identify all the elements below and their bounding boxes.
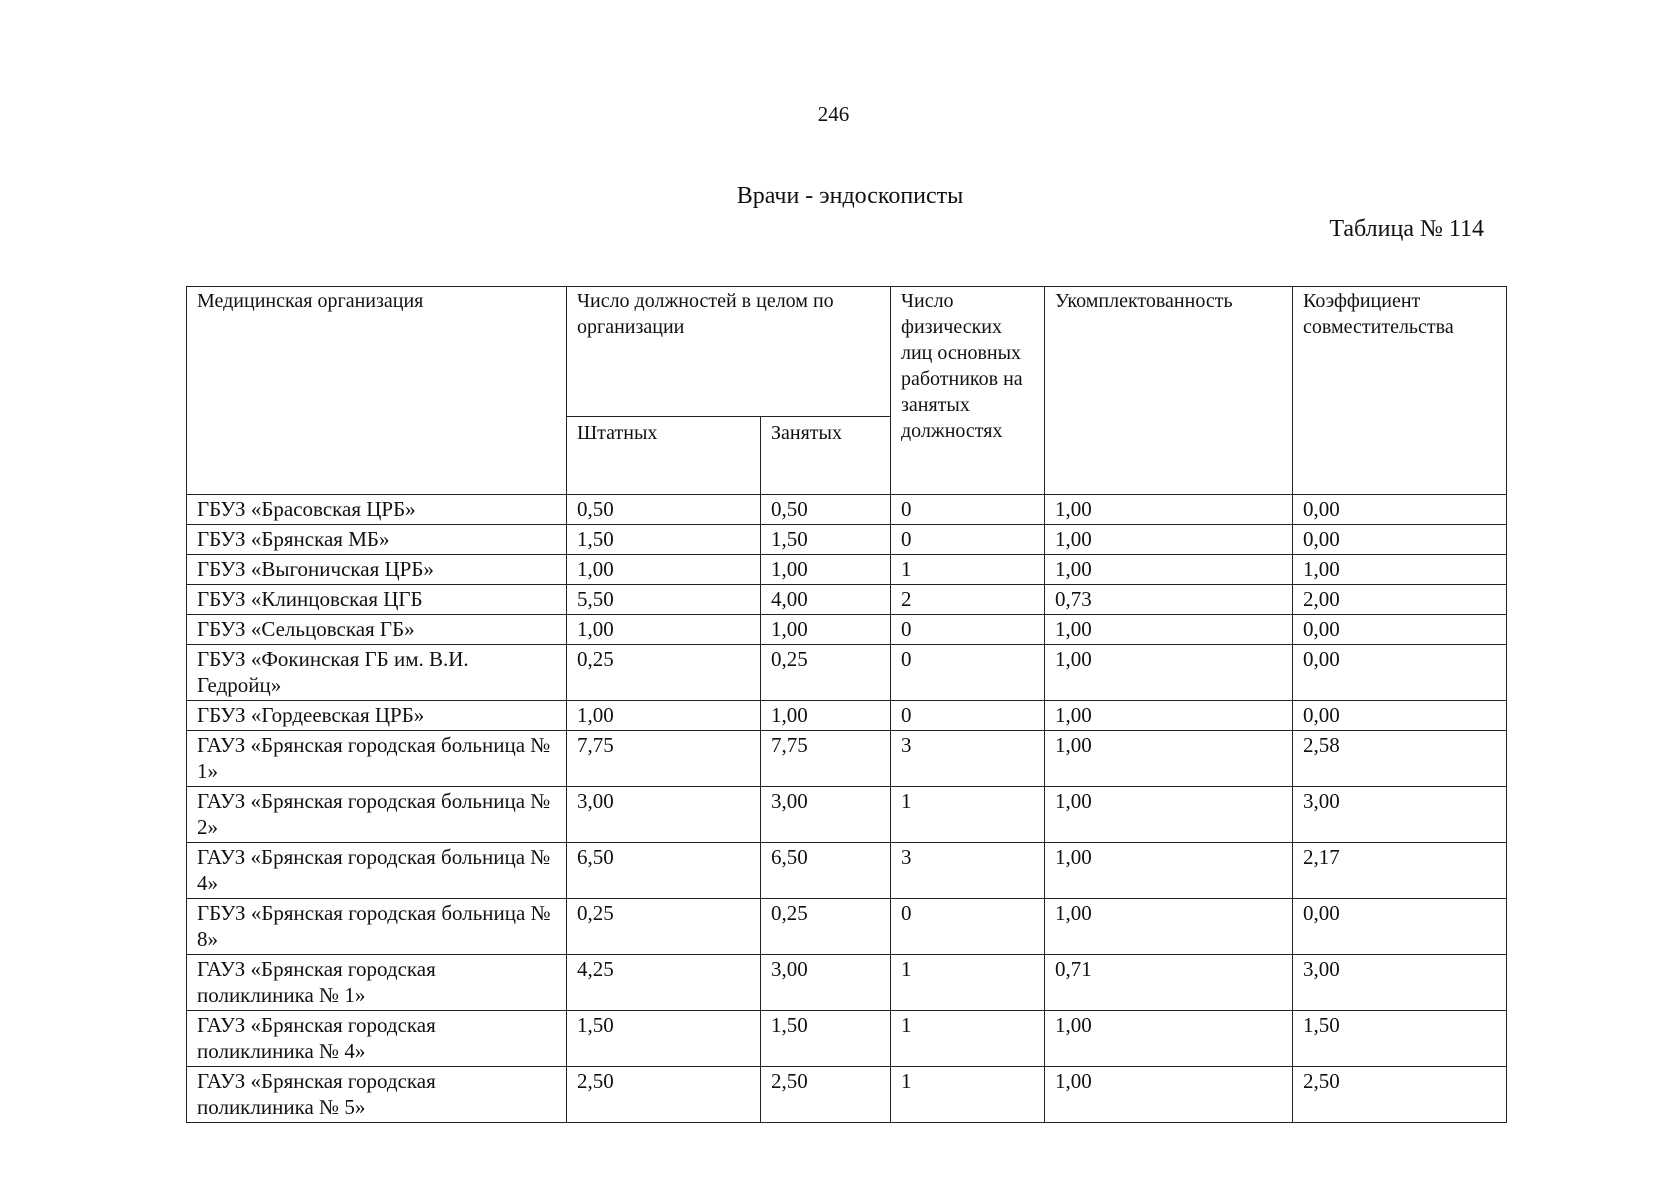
- header-occupied: Занятых: [761, 417, 891, 495]
- table-row: [187, 731, 1507, 787]
- cell-staffing: 1,00: [1045, 731, 1293, 787]
- cell-staff: 2,50: [567, 1067, 761, 1123]
- cell-organization: ГАУЗ «Брянская городская поликлиника № 4»: [187, 1011, 567, 1067]
- table-row: [187, 615, 1507, 645]
- cell-organization: ГБУЗ «Брянская городская больница № 8»: [187, 899, 567, 955]
- staffing-table: [186, 286, 1507, 1123]
- cell-staff: 4,25: [567, 955, 761, 1011]
- cell-staff: 1,50: [567, 525, 761, 555]
- cell-persons: 0: [891, 495, 1045, 525]
- cell-staff: 6,50: [567, 843, 761, 899]
- cell-staff: 3,00: [567, 787, 761, 843]
- cell-organization: ГБУЗ «Брянская МБ»: [187, 525, 567, 555]
- cell-staffing: 1,00: [1045, 843, 1293, 899]
- table-row: [187, 787, 1507, 843]
- cell-organization: ГАУЗ «Брянская городская поликлиника № 1»: [187, 955, 567, 1011]
- cell-coefficient: 0,00: [1293, 645, 1507, 701]
- cell-organization: ГБУЗ «Сельцовская ГБ»: [187, 615, 567, 645]
- cell-organization: ГБУЗ «Клинцовская ЦГБ: [187, 585, 567, 615]
- cell-coefficient: 0,00: [1293, 525, 1507, 555]
- cell-coefficient: 1,00: [1293, 555, 1507, 585]
- cell-occupied: 6,50: [761, 843, 891, 899]
- cell-organization: ГАУЗ «Брянская городская поликлиника № 5»: [187, 1067, 567, 1123]
- cell-organization: ГБУЗ «Гордеевская ЦРБ»: [187, 701, 567, 731]
- table-row: [187, 645, 1507, 701]
- cell-persons: 1: [891, 955, 1045, 1011]
- table-header: [187, 287, 1507, 495]
- cell-staff: 5,50: [567, 585, 761, 615]
- cell-persons: 2: [891, 585, 1045, 615]
- cell-coefficient: 3,00: [1293, 955, 1507, 1011]
- cell-organization: ГАУЗ «Брянская городская больница № 4»: [187, 843, 567, 899]
- cell-coefficient: 1,50: [1293, 1011, 1507, 1067]
- cell-persons: 0: [891, 645, 1045, 701]
- table-row: [187, 555, 1507, 585]
- cell-coefficient: 2,50: [1293, 1067, 1507, 1123]
- header-positions-total: Число должностей в целом по организации: [567, 287, 891, 417]
- cell-organization: ГАУЗ «Брянская городская больница № 1»: [187, 731, 567, 787]
- cell-coefficient: 2,17: [1293, 843, 1507, 899]
- table-row: [187, 1011, 1507, 1067]
- cell-staffing: 1,00: [1045, 495, 1293, 525]
- cell-persons: 0: [891, 701, 1045, 731]
- cell-organization: ГБУЗ «Выгоничская ЦРБ»: [187, 555, 567, 585]
- cell-persons: 0: [891, 615, 1045, 645]
- cell-occupied: 7,75: [761, 731, 891, 787]
- cell-occupied: 0,25: [761, 645, 891, 701]
- cell-coefficient: 0,00: [1293, 899, 1507, 955]
- cell-persons: 1: [891, 555, 1045, 585]
- header-organization: Медицинская организация: [187, 287, 567, 495]
- cell-occupied: 1,50: [761, 525, 891, 555]
- page-number: 246: [817, 102, 850, 126]
- cell-occupied: 0,25: [761, 899, 891, 955]
- table-number: Таблица № 114: [1329, 216, 1484, 242]
- table-row: [187, 585, 1507, 615]
- cell-coefficient: 0,00: [1293, 701, 1507, 731]
- cell-occupied: 1,00: [761, 701, 891, 731]
- table-row: [187, 1067, 1507, 1123]
- header-staff: Штатных: [567, 417, 761, 495]
- cell-staffing: 1,00: [1045, 645, 1293, 701]
- cell-staff: 1,00: [567, 555, 761, 585]
- cell-staffing: 1,00: [1045, 787, 1293, 843]
- cell-persons: 3: [891, 843, 1045, 899]
- table-row: [187, 955, 1507, 1011]
- header-staffing: Укомплектованность: [1045, 287, 1293, 495]
- cell-coefficient: 2,00: [1293, 585, 1507, 615]
- cell-staff: 0,50: [567, 495, 761, 525]
- cell-persons: 0: [891, 525, 1045, 555]
- document-title: Врачи - эндоскописты: [736, 183, 964, 209]
- cell-staff: 0,25: [567, 899, 761, 955]
- cell-persons: 0: [891, 899, 1045, 955]
- cell-coefficient: 0,00: [1293, 495, 1507, 525]
- table-body: [187, 495, 1507, 1123]
- cell-staff: 7,75: [567, 731, 761, 787]
- table-row: [187, 525, 1507, 555]
- cell-occupied: 4,00: [761, 585, 891, 615]
- cell-coefficient: 0,00: [1293, 615, 1507, 645]
- cell-occupied: 0,50: [761, 495, 891, 525]
- cell-coefficient: 3,00: [1293, 787, 1507, 843]
- cell-staffing: 0,71: [1045, 955, 1293, 1011]
- cell-persons: 1: [891, 787, 1045, 843]
- cell-occupied: 1,00: [761, 555, 891, 585]
- table-row: [187, 843, 1507, 899]
- cell-persons: 3: [891, 731, 1045, 787]
- cell-occupied: 1,00: [761, 615, 891, 645]
- cell-staff: 1,00: [567, 701, 761, 731]
- cell-persons: 1: [891, 1067, 1045, 1123]
- cell-staff: 1,00: [567, 615, 761, 645]
- cell-organization: ГАУЗ «Брянская городская больница № 2»: [187, 787, 567, 843]
- cell-occupied: 3,00: [761, 955, 891, 1011]
- cell-coefficient: 2,58: [1293, 731, 1507, 787]
- cell-staffing: 1,00: [1045, 615, 1293, 645]
- header-persons: Число физических лиц основных работников на занятых должностях: [891, 287, 1045, 495]
- cell-staffing: 1,00: [1045, 555, 1293, 585]
- table-row: [187, 495, 1507, 525]
- cell-occupied: 1,50: [761, 1011, 891, 1067]
- cell-staff: 0,25: [567, 645, 761, 701]
- cell-organization: ГБУЗ «Фокинская ГБ им. В.И. Гедройц»: [187, 645, 567, 701]
- cell-organization: ГБУЗ «Брасовская ЦРБ»: [187, 495, 567, 525]
- table-row: [187, 899, 1507, 955]
- cell-staffing: 1,00: [1045, 899, 1293, 955]
- cell-persons: 1: [891, 1011, 1045, 1067]
- cell-staffing: 1,00: [1045, 1011, 1293, 1067]
- table-row: [187, 701, 1507, 731]
- cell-staff: 1,50: [567, 1011, 761, 1067]
- header-coefficient: Коэффициент совместительства: [1293, 287, 1507, 495]
- cell-occupied: 2,50: [761, 1067, 891, 1123]
- cell-staffing: 0,73: [1045, 585, 1293, 615]
- cell-staffing: 1,00: [1045, 1067, 1293, 1123]
- cell-staffing: 1,00: [1045, 525, 1293, 555]
- cell-staffing: 1,00: [1045, 701, 1293, 731]
- cell-occupied: 3,00: [761, 787, 891, 843]
